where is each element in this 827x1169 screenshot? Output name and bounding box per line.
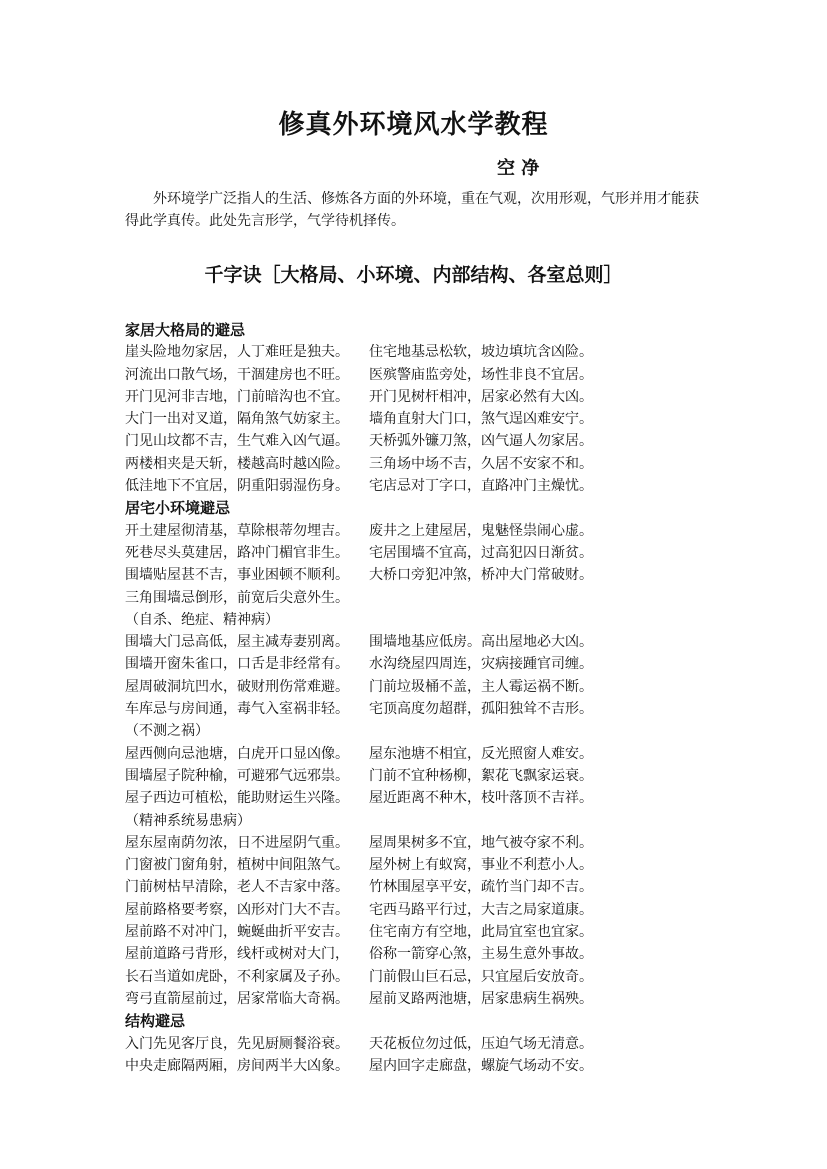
verse-line (125, 1033, 725, 1055)
verse-left: 围墙开窗朱雀口，口舌是非经常有。 (125, 656, 349, 673)
verse-right: 医殡警庙监旁处，场性非良不宜居。 (369, 366, 593, 383)
annotation-note: （精神系统易患病） (125, 812, 251, 829)
verse-line (125, 765, 725, 787)
verse-left: 崖头险地勿家居，人丁难旺是独夫。 (125, 344, 349, 361)
verse-left: 两楼相夹是天斩，楼越高时越凶险。 (125, 455, 349, 472)
verse-left: 入门先见客厅良，先见厨厕餐浴衰。 (125, 1035, 349, 1052)
verse-line (125, 408, 725, 430)
verse-left: 门窗被门窗角射，植树中间阻煞气。 (125, 857, 349, 874)
verse-right: 天桥弧外镰刀煞，凶气逼人勿家居。 (369, 433, 593, 450)
verse-left: 屋前路格要考察，凶形对门大不吉。 (125, 901, 349, 918)
verse-line (125, 966, 725, 988)
verse-line (125, 564, 725, 586)
verse-left: 屋西侧向忌池塘，白虎开口显凶像。 (125, 745, 349, 762)
verse-left: 河流出口散气场，干涸建房也不旺。 (125, 366, 349, 383)
verse-left: 死巷尽头莫建居，路冲门楣官非生。 (125, 544, 349, 561)
verse-left: 屋周破洞坑凹水，破财刑伤常难避。 (125, 678, 349, 695)
verse-right: 宅顶高度勿超群，孤阳独耸不吉形。 (369, 701, 593, 718)
verse-left: 屋子西边可植松，能助财运生兴隆。 (125, 790, 349, 807)
verse-line (125, 921, 725, 943)
verse-line (125, 988, 725, 1010)
verse-right: 门前假山巨石忌，只宜屋后安放奇。 (369, 968, 593, 985)
verse-right: 屋内回字走廊盘，螺旋气场动不安。 (369, 1057, 593, 1074)
verse-left: 屋东屋南荫勿浓，日不进屋阴气重。 (125, 834, 349, 851)
verse-right: 宅居围墙不宜高，过高犯囚日渐贫。 (369, 544, 593, 561)
verse-line (125, 386, 725, 408)
verse-left: 弯弓直箭屋前过，居家常临大奇祸。 (125, 990, 349, 1007)
verse-right: 围墙地基应低房。高出屋地必大凶。 (369, 634, 593, 651)
verse-right: 屋近距离不种木，枝叶落顶不吉祥。 (369, 790, 593, 807)
verse-right: 住宅南方有空地，此局宜室也宜家。 (369, 924, 593, 941)
verse-line (125, 943, 725, 965)
verse-right: 天花板位勿过低，压迫气场无清意。 (369, 1035, 593, 1052)
verse-line (125, 653, 725, 675)
verse-line (125, 1055, 725, 1077)
verse-left: 围墙贴屋甚不吉，事业困顿不顺利。 (125, 567, 349, 584)
verse-line (125, 453, 725, 475)
verse-line (125, 854, 725, 876)
verse-left: 开门见河非吉地，门前暗沟也不宜。 (125, 388, 349, 405)
document-title: 修真外环境风水学教程 (278, 110, 549, 140)
intro-paragraph: 外环境学广泛指人的生活、修炼各方面的外环境，重在气观，次用形观，气形并用才能获得此学真传。此处先言形学，气学待机择传。 (125, 191, 699, 229)
annotation-note: （自杀、绝症、精神病） (125, 611, 279, 628)
verse-right: 屋外树上有蚁窝，事业不利惹小人。 (369, 857, 593, 874)
subsection-title: 家居大格局的避忌 (125, 321, 246, 339)
verse-left: 围墙屋子院种榆，可避邪气远邪祟。 (125, 767, 349, 784)
verse-right: 俗称一箭穿心煞，主易生意外事故。 (369, 946, 593, 963)
verse-left: 屋前路不对冲门，蜿蜒曲折平安吉。 (125, 924, 349, 941)
verse-line (125, 832, 725, 854)
subsection-title: 结构避忌 (125, 1012, 186, 1031)
verse-right: 废井之上建屋居，鬼魅怪祟闹心虚。 (369, 522, 593, 539)
verse-line (125, 542, 725, 564)
verse-right: 屋前叉路两池塘，居家患病生祸殃。 (369, 990, 593, 1007)
verse-line (125, 787, 725, 809)
verse-line (125, 430, 725, 452)
verse-line (125, 899, 725, 921)
verse-right: 宅店忌对丁字口，直路冲门主燥忧。 (369, 478, 593, 495)
verse-right: 竹林围屋享平安，疏竹当门却不吉。 (369, 879, 593, 896)
verse-left: 门前树枯早清除，老人不吉家中落。 (125, 879, 349, 896)
verse-left: 低洼地下不宜居，阴重阳弱湿伤身。 (125, 478, 349, 495)
verse-right: 宅西马路平行过，大吉之局家道康。 (369, 901, 593, 918)
verse-right: 住宅地基忌松软，坡边填坑含凶险。 (369, 344, 593, 361)
verse-right: 屋东池塘不相宜，反光照窗人难安。 (369, 745, 593, 762)
verse-right: 大桥口旁犯冲煞，桥冲大门常破财。 (369, 567, 593, 584)
verse-line (125, 341, 725, 363)
verse-line (125, 520, 725, 542)
verse-left: 车库忌与房间通，毒气入室祸非轻。 (125, 701, 349, 718)
verse-left: 门见山坟都不吉，生气难入凶气逼。 (125, 433, 349, 450)
verse-line (125, 475, 725, 497)
annotation-note: （不测之祸） (125, 723, 209, 740)
verse-right: 水沟绕屋四周连，灾病接踵官司缠。 (369, 656, 593, 673)
verse-left: 屋前道路弓背形，线杆或树对大门， (125, 946, 349, 963)
author-name: 空 净 (497, 158, 540, 179)
verse-right: 开门见树杆相冲，居家必然有大凶。 (369, 388, 593, 405)
verse-line (125, 876, 725, 898)
verse-line (125, 698, 725, 720)
verse-line (125, 631, 725, 653)
verse-line (125, 587, 725, 609)
verse-left: 长石当道如虎卧，不利家属及子孙。 (125, 968, 349, 985)
verse-right: 屋周果树多不宜，地气被夺家不利。 (369, 834, 593, 851)
verse-right: 门前垃圾桶不盖，主人霉运祸不断。 (369, 678, 593, 695)
verse-left: 大门一出对叉道，隔角煞气妨家主。 (125, 411, 349, 428)
verse-line (125, 676, 725, 698)
subsection-title: 居宅小环境避忌 (125, 499, 231, 518)
verse-left: 开土建屋彻清基，草除根蒂勿埋吉。 (125, 522, 349, 539)
verse-line (125, 743, 725, 765)
verse-line (125, 364, 725, 386)
section-heading: 千字诀［大格局、小环境、内部结构、各室总则］ (204, 264, 623, 286)
verse-right: 门前不宜种杨柳，絮花飞飘家运衰。 (369, 767, 593, 784)
verse-left: 中央走廊隔两厢，房间两半大凶象。 (125, 1057, 349, 1074)
verse-left: 三角围墙忌倒形，前宽后尖意外生。 (125, 589, 349, 606)
verse-right: 三角场中场不吉，久居不安家不和。 (369, 455, 593, 472)
verse-left: 围墙大门忌高低，屋主减寿妻别离。 (125, 634, 349, 651)
verse-body (125, 319, 725, 1077)
verse-right: 墙角直射大门口，煞气逞凶难安宁。 (369, 411, 593, 428)
